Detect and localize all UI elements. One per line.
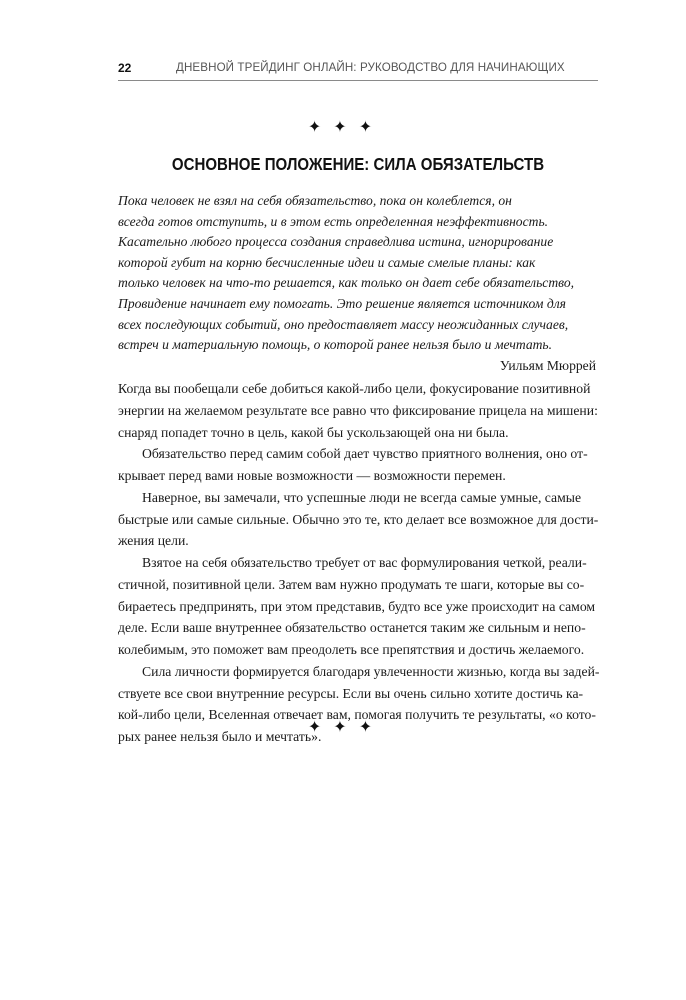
- body-line: деле. Если ваше внутреннее обязательство останется таким же сильным и непо-: [118, 620, 586, 636]
- epigraph-line: всегда готов отступить, и в этом есть определенная неэффективность.: [118, 213, 549, 229]
- epigraph-line: всех последующих событий, оно предоставляет массу неожиданных случаев,: [118, 316, 569, 332]
- epigraph-line: встреч и материальную помощь, о которой ранее нельзя было и мечтать.: [118, 337, 553, 353]
- body-line: крывает перед вами новые возможности — возможности перемен.: [118, 468, 506, 483]
- body-text: [118, 378, 598, 748]
- body-line: Наверное, вы замечали, что успешные люди не всегда самые умные, самые: [142, 489, 582, 505]
- four-pointed-star-icon: ✦: [307, 117, 328, 136]
- epigraph-line: Провидение начинает ему помогать. Это решение является источником для: [118, 295, 566, 311]
- page-number: 22: [118, 61, 132, 75]
- four-pointed-star-icon: ✦: [358, 117, 379, 136]
- body-line: колебимым, это поможет вам преодолеть все препятствия и достичь желаемого.: [118, 642, 585, 657]
- body-line: стичной, позитивной цели. Затем вам нужно продумать те шаги, которые вы со-: [118, 576, 585, 592]
- body-line: кой-либо цели, Вселенная отвечает вам, помогая получить те результаты, «о кото-: [118, 707, 596, 723]
- body-line: Сила личности формируется благодаря увлеченности жизнью, когда вы задей-: [142, 663, 600, 679]
- body-line: рых ранее нельзя было и мечтать».: [118, 729, 322, 744]
- body-line: энергии на желаемом результате все равно что фиксирование прицела на мишени:: [118, 402, 598, 418]
- body-line: Когда вы пообещали себе добиться какой-либо цели, фокусирование позитивной: [118, 381, 591, 396]
- four-pointed-star-icon: ✦: [307, 717, 328, 736]
- body-line: снаряд попадет точно в цель, какой бы ускользающей она ни была.: [118, 424, 509, 440]
- body-line: быстрые или самые сильные. Обычно это те, кто делает все возможное для дости-: [118, 511, 599, 527]
- body-line: бираетесь предпринять, при этом представив, будто все уже происходит на самом: [118, 598, 596, 614]
- section-ornament-top: [0, 117, 686, 137]
- four-pointed-star-icon: ✦: [333, 117, 353, 136]
- epigraph-line: Касательно любого процесса создания справедлива истина, игнорирование: [118, 234, 554, 250]
- section-title: ОСНОВНОЕ ПОЛОЖЕНИЕ: СИЛА ОБЯЗАТЕЛЬСТВ: [171, 154, 545, 174]
- four-pointed-star-icon: ✦: [358, 717, 379, 736]
- section-ornament-bottom: [0, 717, 686, 737]
- body-line: Взятое на себя обязательство требует от вас формулирования четкой, реали-: [142, 555, 587, 570]
- running-head: [118, 60, 598, 81]
- epigraph-line: только человек на что-то решается, как только он дает себе обязательство,: [118, 275, 575, 291]
- four-pointed-star-icon: ✦: [333, 717, 353, 736]
- body-line: ствуете все свои внутренние ресурсы. Если вы очень сильно хотите достичь ка-: [118, 685, 584, 701]
- epigraph: [118, 191, 598, 376]
- book-title: ДНЕВНОЙ ТРЕЙДИНГ ОНЛАЙН: РУКОВОДСТВО ДЛЯ НАЧИНАЮЩИХ: [176, 61, 565, 74]
- body-line: жения цели.: [118, 533, 189, 549]
- epigraph-author: Уильям Мюррей: [499, 357, 596, 373]
- epigraph-line: Пока человек не взял на себя обязательство, пока он колеблется, он: [118, 193, 512, 208]
- body-line: Обязательство перед самим собой дает чувство приятного волнения, оно от-: [142, 446, 588, 462]
- epigraph-line: которой губит на корню бесчисленные идеи и самые смелые планы: как: [118, 254, 536, 270]
